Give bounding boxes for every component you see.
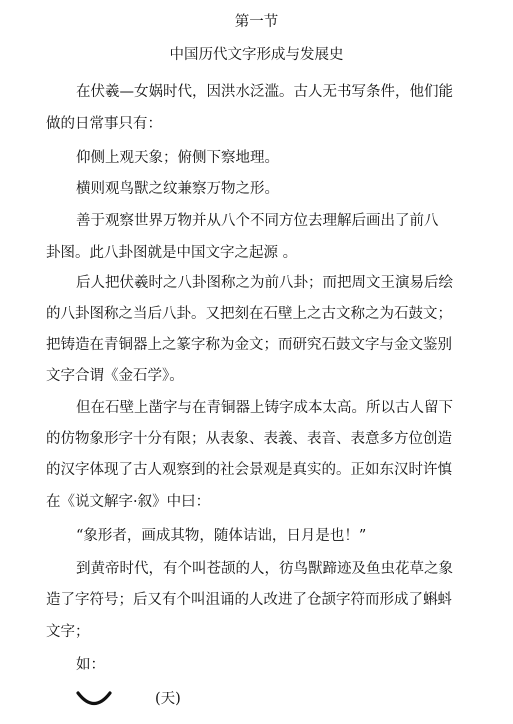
paragraph-line: 在《说文解字·叙》中曰： bbox=[46, 494, 211, 510]
paragraph-line: 文字合谓《金石学》。 bbox=[46, 368, 184, 384]
section-heading: 第一节 bbox=[234, 14, 279, 30]
paragraph-line: 但在石壁上凿字与在青铜器上铸字成本太高。所以古人留下 bbox=[76, 400, 453, 416]
paragraph-line: 卦图。此八卦图就是中国文字之起源 。 bbox=[46, 245, 298, 261]
paragraph-line: 仰侧上观天象；俯侧下察地理。 bbox=[76, 150, 279, 166]
paragraph-line: 的仿物象形字十分有限；从表象、表義、表音、表意多方位创造 bbox=[46, 431, 452, 447]
paragraph-line: 到黄帝时代，有个叫苍颉的人，彷鸟獸蹄迹及鱼虫花草之象 bbox=[76, 561, 453, 577]
paragraph-line: 如： bbox=[76, 657, 105, 673]
quotation-line: “象形者，画成其物，随体诘诎，日月是也！” bbox=[76, 528, 367, 544]
paragraph-line: 造了字符号；后又有个叫沮诵的人改进了仓颉字符而形成了蝌蚪 bbox=[46, 592, 452, 608]
paragraph-line: 横则观鸟獸之纹兼察万物之形。 bbox=[76, 181, 279, 197]
tian-pictograph-icon bbox=[76, 690, 112, 708]
paragraph-line: 在伏羲—女娲时代，因洪水泛滥。古人无书写条件，他们能 bbox=[76, 84, 453, 100]
paragraph-line: 善于观察世界万物并从八个不同方位去理解后画出了前八 bbox=[76, 213, 439, 229]
document-title: 中国历代文字形成与发展史 bbox=[169, 47, 344, 63]
paragraph-line: 文字； bbox=[46, 624, 90, 640]
paragraph-line: 后人把伏羲时之八卦图称之为前八卦；而把周文王演易后绘 bbox=[76, 275, 453, 291]
paragraph-line: 做的日常事只有： bbox=[46, 116, 162, 132]
example-label: (天) bbox=[155, 691, 181, 707]
paragraph-line: 的汉字体现了古人观察到的社会景观是真实的。正如东汉时许慎 bbox=[46, 462, 452, 478]
paragraph-line: 把铸造在青铜器上之篆字称为金文；而研究石鼓文字与金文鉴别 bbox=[46, 337, 452, 353]
paragraph-line: 的八卦图称之当后八卦。又把刻在石壁上之古文称之为石鼓文； bbox=[46, 306, 452, 322]
